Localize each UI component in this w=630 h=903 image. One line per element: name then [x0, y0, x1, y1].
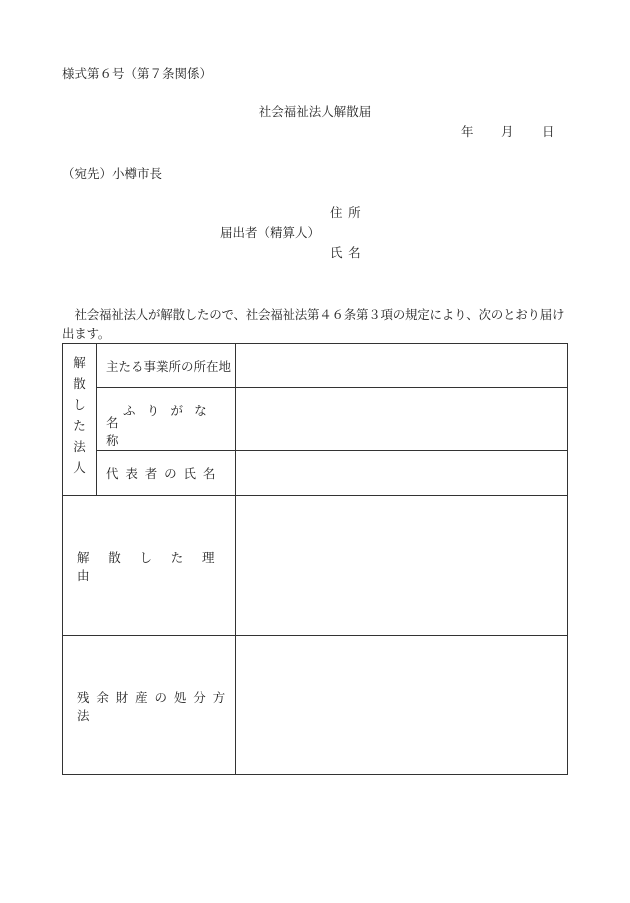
dissolution-reason-field[interactable] [236, 496, 567, 635]
date-month-label: 月 [501, 124, 514, 139]
applicant-role-label: 届出者（精算人） [220, 225, 321, 240]
name-label: 氏名 [330, 245, 367, 260]
group-label-char: 散 [73, 376, 86, 391]
form-table [62, 343, 568, 775]
representative-name-label [97, 451, 235, 495]
addressee: （宛先）小樽市長 [62, 166, 163, 181]
office-location-field[interactable] [236, 344, 567, 387]
document-title: 社会福祉法人解散届 [258, 104, 372, 119]
corporation-name-label [97, 415, 235, 448]
group-label-char: 解 [73, 355, 86, 370]
dissolution-reason-text: 解散した理由 [77, 549, 234, 583]
form-number: 様式第６号（第７条関係） [62, 66, 213, 81]
representative-name-field[interactable] [236, 451, 567, 495]
group-label-char: 人 [73, 460, 86, 475]
corporation-name-text: 名称 [106, 415, 209, 448]
corporation-name-field[interactable] [236, 388, 567, 450]
group-label-char: た [73, 418, 86, 433]
furigana-text: ふりがな [123, 403, 219, 418]
date-day-label: 日 [542, 124, 555, 139]
group-label-char: し [73, 397, 86, 412]
asset-disposal-field[interactable] [236, 636, 567, 774]
body-text: 社会福祉法人が解散したので、社会福祉法第４６条第３項の規定により、次のとおり届け出ます。 [62, 307, 565, 341]
asset-disposal-text: 残余財産の処分方法 [77, 689, 233, 723]
dissolved-corporation-label [63, 344, 96, 496]
group-label-char: 法 [73, 439, 86, 454]
office-location-text: 主たる事業所の所在地 [106, 358, 232, 374]
address-label: 住所 [330, 205, 367, 220]
asset-disposal-label [63, 636, 235, 775]
representative-name-text: 代表者の氏名 [106, 466, 223, 481]
office-location-label [97, 344, 235, 387]
dissolution-reason-label [63, 496, 235, 635]
date-year-label: 年 [461, 124, 474, 139]
